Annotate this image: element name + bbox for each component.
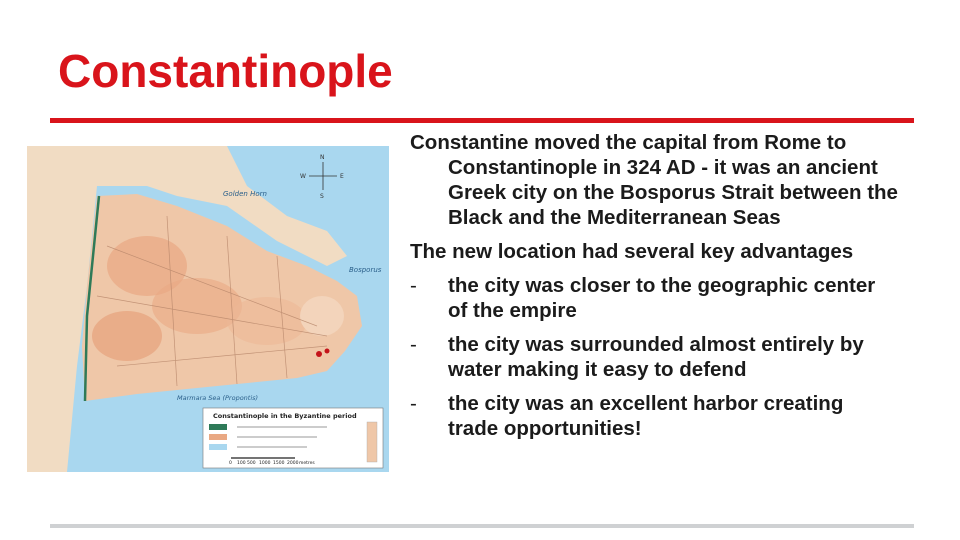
compass-s: S [320, 193, 324, 200]
compass-w: W [300, 173, 306, 180]
bullet-marker: - [410, 392, 417, 415]
scale-tick: 1500 [273, 461, 285, 466]
constantinople-map [27, 146, 389, 472]
body-paragraph: Constantine moved the capital from Rome to Constantinople in 324 AD - it was an ancient Greek city on the Bosporus Strait between the Black and the Mediterranean Seas [410, 131, 898, 229]
compass-e: E [340, 173, 344, 180]
map-acropolis [300, 296, 344, 336]
bullet-marker: - [410, 274, 417, 297]
map-label-marmara: Marmara Sea (Propontis) [177, 394, 259, 402]
scale-tick: 0 [229, 461, 232, 466]
bullet-text: the city was surrounded almost entirely by water making it easy to defend [448, 333, 864, 381]
map-marker [316, 351, 322, 357]
bullet-text: the city was closer to the geographic center of the empire [448, 274, 876, 322]
slide-body [410, 130, 898, 450]
map-label-bosporus: Bosporus [349, 266, 382, 274]
map-hill [92, 311, 162, 361]
map-legend-title: Constantinople in the Byzantine period [213, 412, 357, 420]
scale-tick: 500 [247, 461, 256, 466]
bullet-item [410, 391, 898, 441]
compass-n: N [320, 154, 325, 161]
map-legend [203, 408, 383, 468]
bullet-marker: - [410, 333, 417, 356]
bullet-item [410, 273, 898, 323]
slide-title: Constantinople [58, 45, 393, 97]
footer-rule [50, 524, 914, 528]
map-marker [325, 349, 330, 354]
bullet-text: the city was an excellent harbor creating trade opportunities! [448, 392, 844, 440]
map-graphic [27, 146, 389, 472]
bullet-item [410, 332, 898, 382]
scale-tick: 2000 [287, 461, 299, 466]
title-underline [50, 118, 914, 123]
map-label-golden-horn: Golden Horn [223, 190, 267, 198]
scale-tick: 1000 [259, 461, 271, 466]
scale-tick: 100 [237, 461, 246, 466]
body-paragraph: The new location had several key advantages [410, 240, 854, 263]
scale-unit: metres [299, 461, 315, 466]
